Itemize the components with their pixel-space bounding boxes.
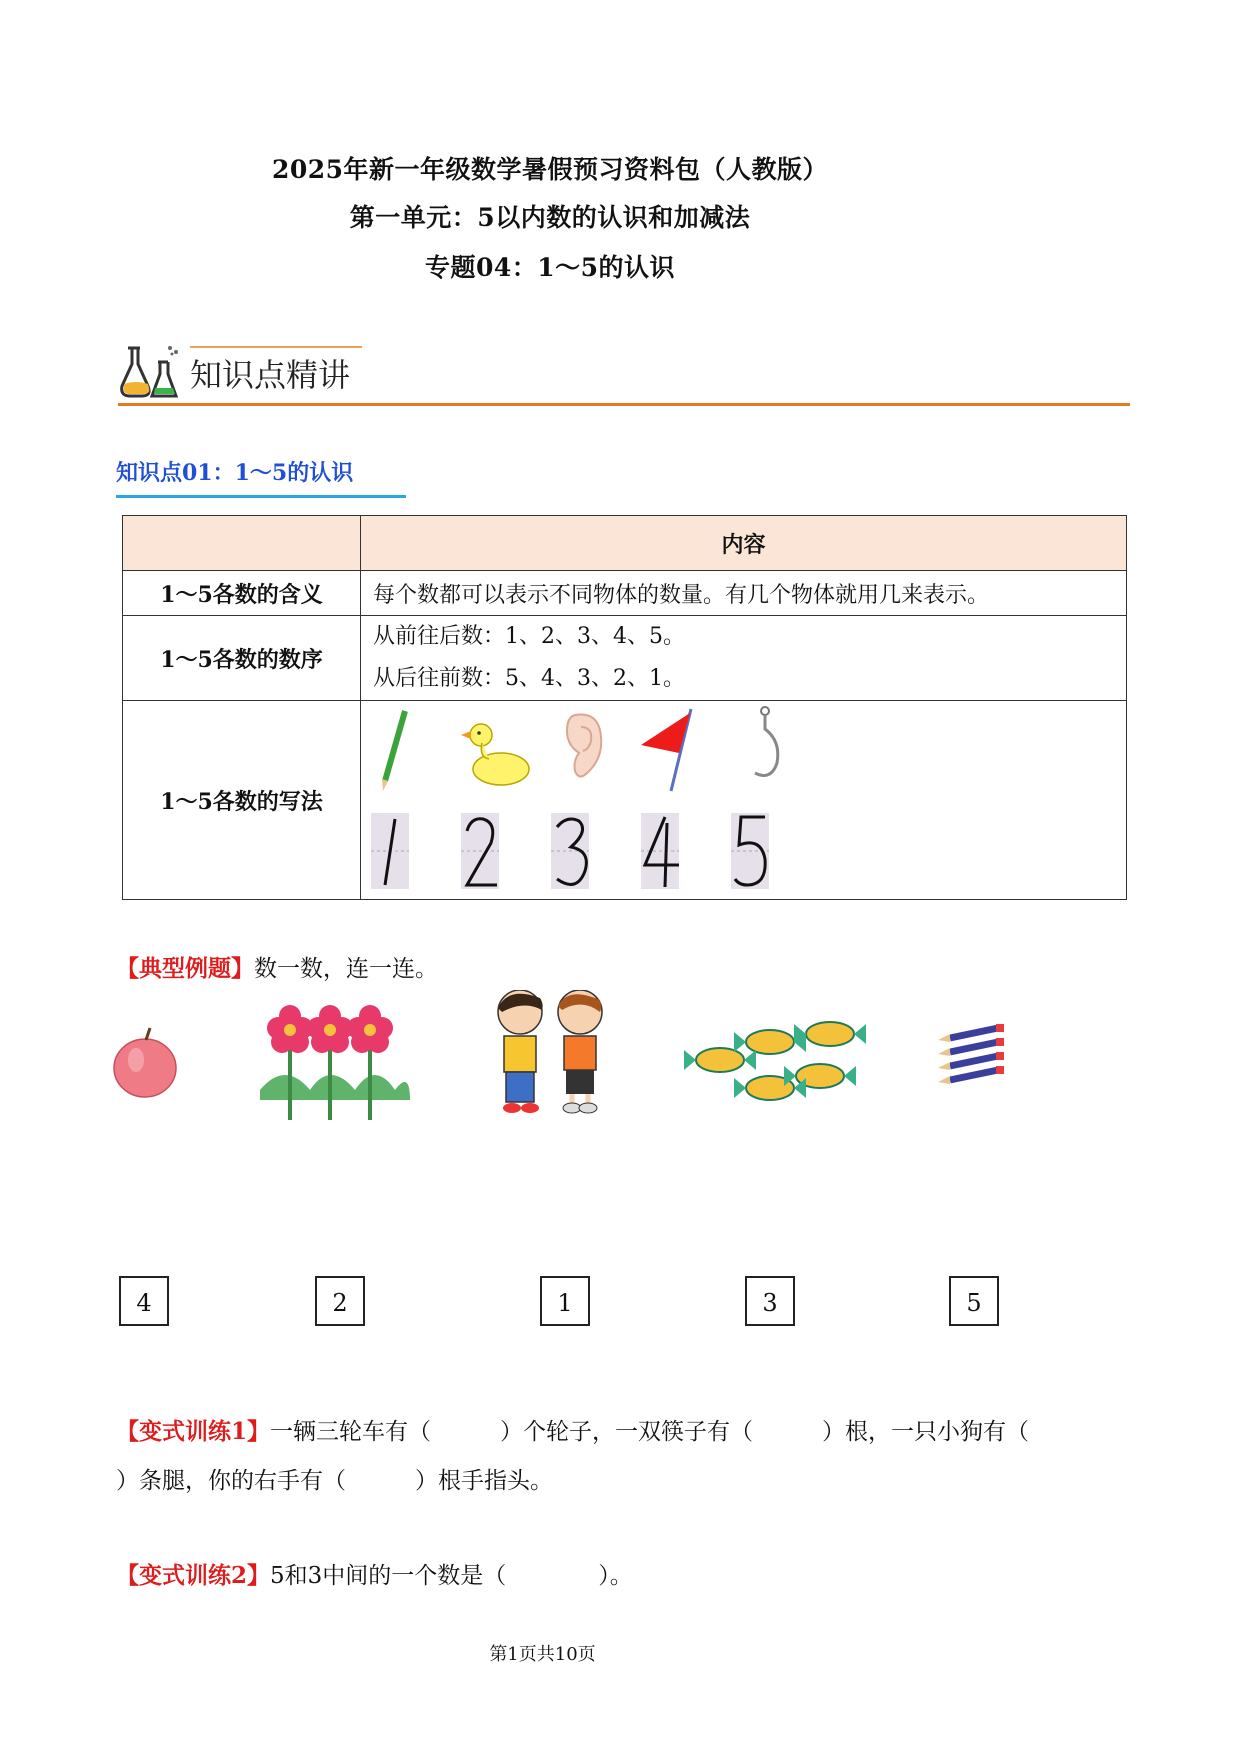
variant1-tag: 【变式训练1】 [116,1418,271,1445]
table-header-empty [123,516,361,571]
row-label: 1～5各数的写法 [123,701,361,900]
knowledge-point-title: 知识点01：1～5的认识 [116,460,354,486]
topic-title: 专题04：1～5的认识 [424,253,676,282]
flag-icon [641,709,691,791]
number-box[interactable]: 5 [949,1276,999,1326]
table-header-row [123,516,1127,571]
table-row [123,616,1127,701]
variant1-text-1: 一辆三轮车有（ ）个轮子，一双筷子有（ ）根，一只小狗有（ [270,1419,1030,1445]
row-label: 1～5各数的数序 [123,616,361,701]
number-box[interactable]: 2 [315,1276,365,1326]
digit-3-cell [551,813,589,889]
flowers-icon [260,1005,410,1120]
table-row [123,571,1127,616]
section-header [118,340,1130,408]
knowledge-point-underline [116,495,406,498]
variant2-tag: 【变式训练2】 [116,1562,271,1589]
boys-icon [498,990,602,1113]
variant1-line1 [116,1413,1029,1446]
row-text: 每个数都可以表示不同物体的数量。有几个物体就用几来表示。 [361,571,1127,616]
table-header-content: 内容 [361,516,1127,571]
ear-icon [567,714,601,776]
apple-icon [114,1028,176,1097]
digit-2-cell [461,813,499,889]
candies-icon [684,1022,866,1100]
unit-title: 第一单元：5以内数的认识和加减法 [349,203,751,232]
number-box[interactable]: 4 [119,1276,169,1326]
writing-pictures [361,701,1127,900]
example-text: 数一数，连一连。 [254,956,438,982]
variant2-text: 5和3中间的一个数是（ ）。 [270,1563,633,1589]
flask-icon [118,342,182,404]
duck-icon [461,724,529,785]
row-text [361,616,1127,701]
digit-1-cell [371,813,409,889]
digit-5-cell [731,813,769,889]
digit-writing-row [371,813,769,889]
pencils-icon [938,1024,1004,1084]
row-label: 1～5各数的含义 [123,571,361,616]
count-forward: 从前往后数：1、2、3、4、5。 [373,624,685,649]
variant1-line2: ）条腿，你的右手有（ ）根手指头。 [116,1468,553,1494]
page-footer: 第1页共10页 [489,1644,596,1665]
digit-4-cell [641,813,679,889]
example-tag: 【典型例题】 [116,955,254,982]
example-question [116,950,438,983]
count-backward: 从后往前数：5、4、3、2、1。 [373,666,685,691]
number-box[interactable]: 1 [540,1276,590,1326]
pencil-icon [382,711,405,791]
section-title: 知识点精讲 [190,356,351,394]
example-pictures [110,990,1110,1130]
number-box[interactable]: 3 [745,1276,795,1326]
table-row [123,701,1127,900]
variant2-question [116,1557,633,1590]
document-title: 2025年新一年级数学暑假预习资料包（人教版） [271,155,829,184]
hook-icon [755,707,778,775]
knowledge-table [122,515,1127,900]
